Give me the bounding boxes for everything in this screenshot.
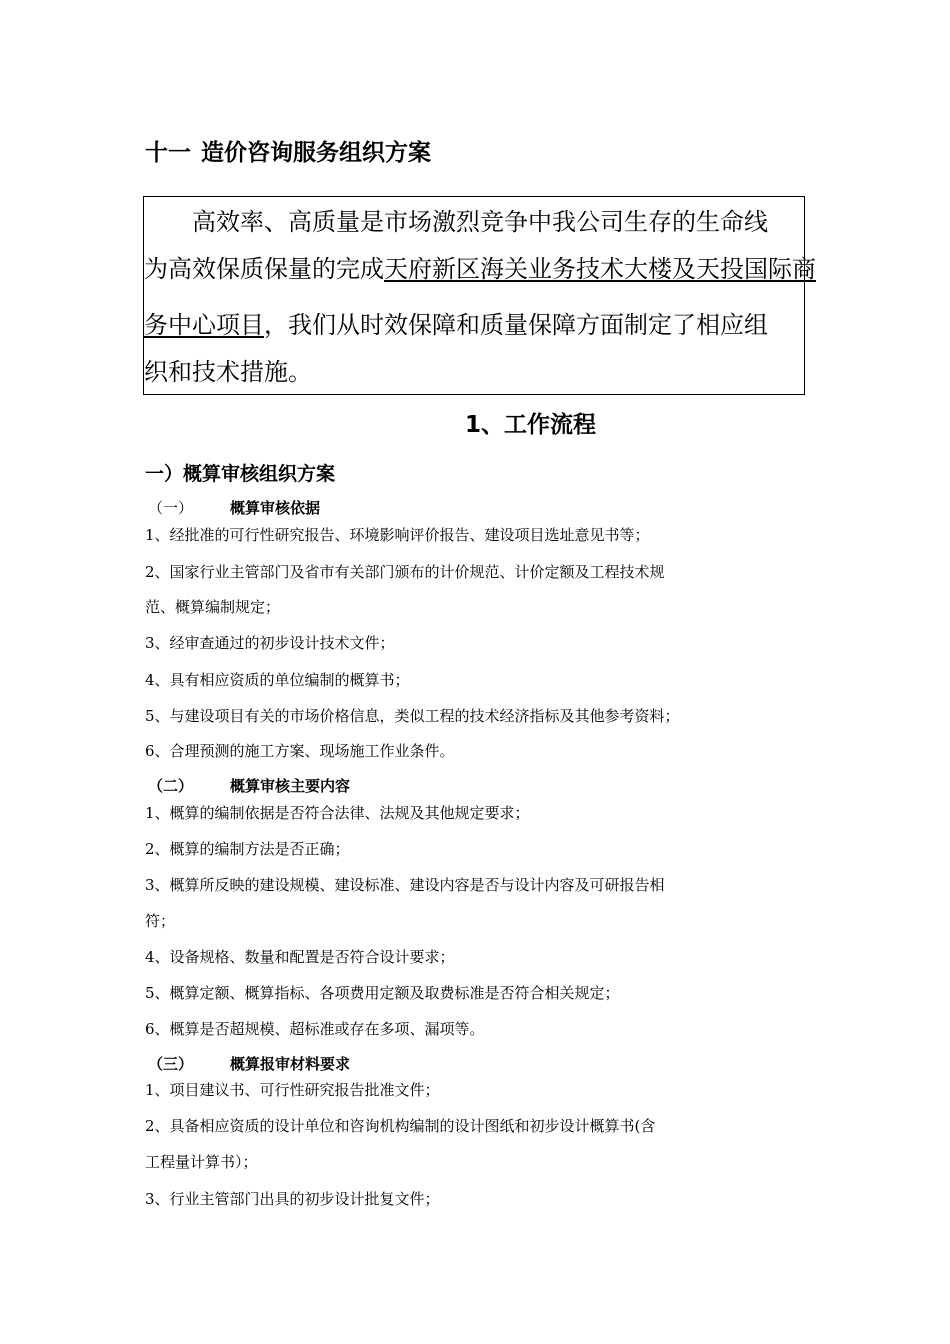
list-item: 2、概算的编制方法是否正确； xyxy=(145,840,350,858)
list-item: 3、概算所反映的建设规模、建设标准、建设内容是否与设计内容及可研报告相 xyxy=(145,876,665,894)
list-item: 1、项目建议书、可行性研究报告批准文件； xyxy=(145,1081,440,1099)
group-title: 概算审核依据 xyxy=(230,499,321,517)
list-item: 工程量计算书）； xyxy=(145,1153,258,1171)
list-item: 4、具有相应资质的单位编制的概算书； xyxy=(145,671,410,689)
list-item: 3、行业主管部门出具的初步设计批复文件； xyxy=(145,1190,440,1208)
intro-line-2 xyxy=(144,254,816,284)
group-title: 概算报审材料要求 xyxy=(230,1055,351,1073)
list-item: 范、概算编制规定； xyxy=(145,598,281,616)
group-label: （三） xyxy=(148,1055,194,1073)
title-text: 造价咨询服务组织方案 xyxy=(201,140,431,166)
list-item: 符； xyxy=(145,912,176,930)
group-title: 概算审核主要内容 xyxy=(230,777,351,795)
intro-line-4: 织和技术措施。 xyxy=(144,358,312,386)
list-item: 6、概算是否超规模、超标准或存在多项、漏项等。 xyxy=(145,1020,485,1038)
intro-line-3 xyxy=(144,310,768,340)
group-label: （一） xyxy=(148,499,194,517)
group-heading-1 xyxy=(148,498,321,518)
group-heading-2 xyxy=(148,776,351,796)
list-item: 5、概算定额、概算指标、各项费用定额及取费标准是否符合相关规定； xyxy=(145,984,620,1002)
list-item: 2、国家行业主管部门及省市有关部门颁布的计价规范、计价定额及工程技术规 xyxy=(145,563,665,581)
intro-line-3-suffix: ，我们从时效保障和质量保障方面制定了相应组 xyxy=(264,311,768,339)
group-label: （二） xyxy=(148,777,194,795)
list-item: 1、经批准的可行性研究报告、环境影响评价报告、建设项目选址意见书等； xyxy=(145,526,650,544)
list-item: 1、概算的编制依据是否符合法律、法规及其他规定要求； xyxy=(145,804,530,822)
group-heading-3 xyxy=(148,1054,351,1074)
project-name-part-2: 务中心项目 xyxy=(144,311,264,339)
intro-line-1: 高效率、高质量是市场激烈竞争中我公司生存的生命线 xyxy=(144,208,768,236)
list-item: 5、与建设项目有关的市场价格信息，类似工程的技术经济指标及其他参考资料； xyxy=(145,707,680,725)
list-item: 3、经审查通过的初步设计技术文件； xyxy=(145,634,395,652)
section-heading: 1、工作流程 xyxy=(465,412,597,438)
page-title xyxy=(145,138,431,168)
title-number: 十一 xyxy=(145,140,191,166)
intro-box xyxy=(143,196,816,395)
intro-line-2-prefix: 为高效保质保量的完成 xyxy=(144,255,384,283)
list-item: 4、设备规格、数量和配置是否符合设计要求； xyxy=(145,948,455,966)
list-item: 6、合理预测的施工方案、现场施工作业条件。 xyxy=(145,742,455,760)
project-name-part-1: 天府新区海关业务技术大楼及天投国际商 xyxy=(384,255,816,283)
list-item: 2、具备相应资质的设计单位和咨询机构编制的设计图纸和初步设计概算书(含 xyxy=(145,1117,656,1135)
sub-heading: 一）概算审核组织方案 xyxy=(145,463,336,485)
